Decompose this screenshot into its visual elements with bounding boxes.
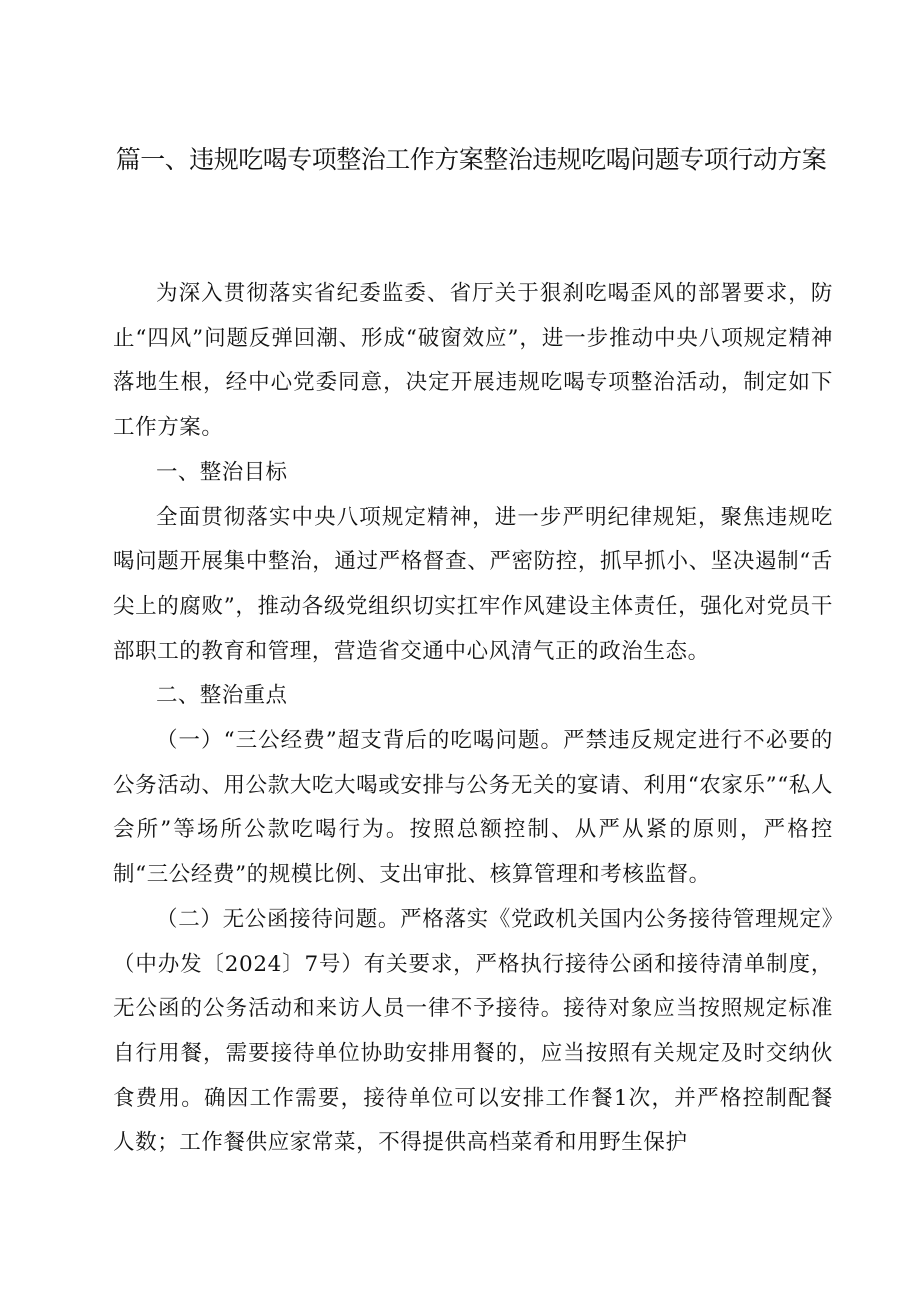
intro-paragraph: 为深入贯彻落实省纪委监委、省厅关于狠刹吃喝歪风的部署要求，防止“四风”问题反弹回潮、形成“破窗效应”，进一步推动中央八项规定精神落地生根，经中心党委同意，决定开展违规吃喝专项整治活动，制定如下工作方案。 (113, 281, 833, 441)
focus-item-2-paragraph: （二）无公函接待问题。严格落实《党政机关国内公务接待管理规定》（中办发〔2024〕7号）有关要求，严格执行接待公函和接待清单制度，无公函的公务活动和来访人员一律不予接待。接待对象应当按照规定标准自行用餐，需要接待单位协助安排用餐的，应当按照有关规定及时交纳伙食费用。确因工作需要，接待单位可以安排工作餐1次，并严格控制配餐人数；工作餐供应家常菜，不得提供高档菜肴和用野生保护 (113, 906, 833, 1156)
document-body (113, 272, 833, 1166)
focus-item-1-paragraph: （一）“三公经费”超支背后的吃喝问题。严禁违反规定进行不必要的公务活动、用公款大吃大喝或安排与公务无关的宴请、利用“农家乐”“私人会所”等场所公款吃喝行为。按照总额控制、从严从紧的原则，严格控制“三公经费”的规模比例、支出审批、核算管理和考核监督。 (113, 728, 833, 888)
goals-paragraph: 全面贯彻落实中央八项规定精神，进一步严明纪律规矩，聚焦违规吃喝问题开展集中整治，通过严格督查、严密防控，抓早抓小、坚决遏制“舌尖上的腐败”，推动各级党组织切实扛牢作风建设主体责任，强化对党员干部职工的教育和管理，营造省交通中心风清气正的政治生态。 (113, 504, 833, 664)
section-heading-goals: 一、整治目标 (156, 459, 288, 485)
section-heading-focus: 二、整治重点 (156, 683, 288, 709)
document-title: 篇一、违规吃喝专项整治工作方案整治违规吃喝问题专项行动方案 (115, 145, 827, 174)
